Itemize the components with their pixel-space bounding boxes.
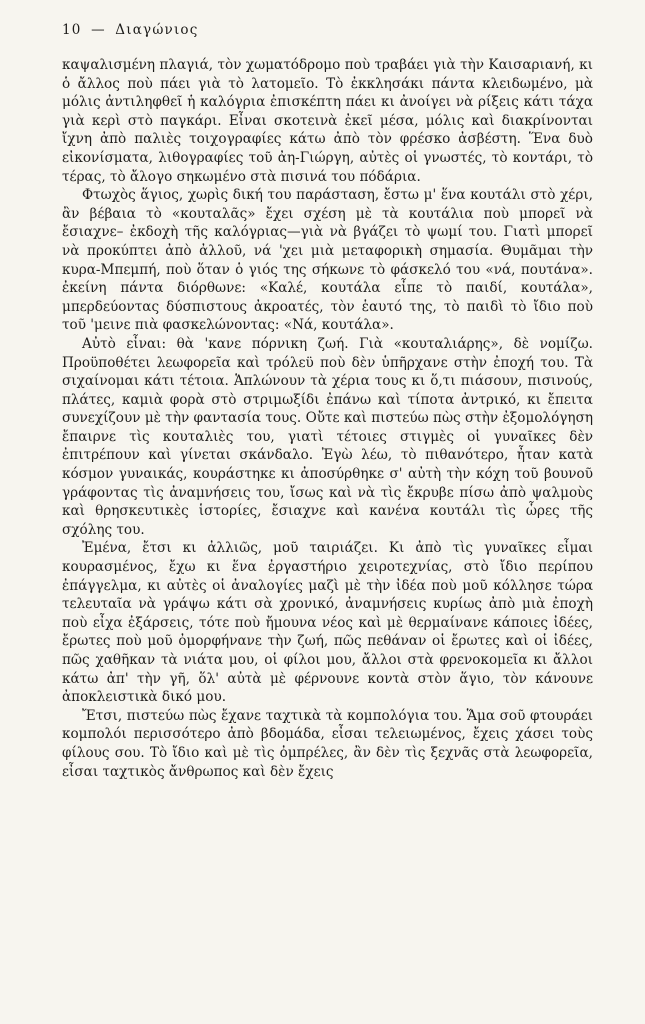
running-head [62, 22, 593, 40]
paragraph-4: Ἐμένα, ἔτσι κι ἀλλιῶς, μοῦ ταιριάζει. Κι ἀπὸ τὶς γυναῖκες εἶμαι κουρασμένος, ἔχω κι ἕνα ἐργαστήριο χειροτεχνίας, στὸ ἴδιο περίπου ἐπάγγελμα, κι αὐτὲς οἱ ἀναλογίες μαζὶ μὲ τὴν ἰδέα ποὺ μοῦ κόλλησε τώρα τελευταῖα νὰ γράψω κάτι σὰ χρονικό, ἀναμνήσεις κυρίως ἀπὸ μιὰ ἐποχὴ ποὺ εἶχα ἐξάρσεις, τότε ποὺ ἤμουνα νέος καὶ μὲ θερμαίνανε κάποιες ἰδέες, ἔρωτες ποὺ μοῦ ὀμορφήνανε τὴν ζωή, πῶς πεθάναν οἱ ἔρωτες καὶ οἱ ἰδέες, πῶς χαθῆκαν τὰ νιάτα μου, οἱ φίλοι μου, ἄλλοι στὰ φρενοκομεῖα κι ἄλλοι κάτω ἀπ' τὴν γῆ, ὅλ' αὐτὰ μὲ φέρνουνε κοντὰ στὸν ἅγιο, τὸν κάνουνε ἀποκλειστικὰ δικό μου. [62, 540, 593, 706]
page-number: 10 [62, 22, 82, 38]
header-separator: — [91, 22, 106, 38]
paragraph-3: Αὐτὸ εἶναι: θὰ 'κανε πόρνικη ζωή. Γιὰ «κουταλιάρης», δὲ νομίζω. Προϋποθέτει λεωφορεῖα καὶ τρόλεϋ ποὺ δὲν ὑπῆρχανε στὴν ἐποχή του. Τὰ σιχαίνομαι κάτι τέτοια. Ἁπλώνουν τὰ χέρια τους κι ὅ,τι πιάσουν, πισινούς, πλάτες, καμιὰ φορὰ στὸ στριμωξίδι ἐπάνω καὶ τίποτα ἀντρικό, κι ἔπειτα συνεχίζουν μὲ τὴν φαντασία τους. Οὔτε καὶ πιστεύω πὼς στὴν ἐξομολόγηση ἔπαιρνε τὶς κουταλιὲς του, γιατὶ τέτοιες στιγμὲς οἱ γυναῖκες δὲν ἐπιτρέπουν καὶ γίνεται σκάνδαλο. Ἐγὼ λέω, τὸ πιθανότερο, ἦταν κατὰ κόσμον γυναικάς, κουράστηκε κι ἀποσύρθηκε σ' αὐτὴ τὴν κόχη τοῦ βουνοῦ γράφοντας τὶς ἀναμνήσεις του, ἴσως καὶ νὰ τὶς ἔκρυβε πίσω ἀπὸ ψαλμοὺς καὶ θρησκευτικὲς ἱστορίες, ἔσιαχνε καὶ κανένα κουτάλι τὶς ὧρες τῆς σχόλης του. [62, 335, 593, 538]
body-text [62, 56, 593, 781]
paragraph-2: Φτωχὸς ἅγιος, χωρὶς δική του παράσταση, ἔστω μ' ἕνα κουτάλι στὸ χέρι, ἂν βέβαια τὸ «κουταλᾶς» ἔχει σχέση μὲ τὰ κουτάλια ποὺ μπορεῖ νὰ ἔσιαχνε– ἐκδοχὴ τῆς καλόγριας—γιὰ νὰ βγάζει τὸ ψωμί του. Γιατὶ μπορεῖ νὰ προκύπτει ἀπὸ ἀλλοῦ, νά 'χει μιὰ μεταφορικὴ σημασία. Θυμᾶμαι τὴν κυρα-Μπεμπή, ποὺ ὅταν ὁ γιός της σήκωνε τὸ φάσκελό του «νά, πουτάνα». ἐκείνη πάντα διόρθωνε: «Καλέ, κουτάλα εἶπε τὸ παιδί, κουτάλα», μπερδεύοντας δύσπιστους ἀκροατές, τὸν ἑαυτό της, τὸ παιδὶ τὸ ἴδιο ποὺ τοῦ 'μεινε πιὰ φασκελώνοντας: «Νά, κουτάλα». [62, 187, 593, 334]
paragraph-5: Ἔτσι, πιστεύω πὼς ἔχανε ταχτικὰ τὰ κομπολόγια του. Ἅμα σοῦ φτουράει κομπολόι περισσότερο ἀπὸ βδομάδα, εἶσαι τελειωμένος, ἔχεις χάσει τοὺς φίλους σου. Τὸ ἴδιο καὶ μὲ τὶς ὀμπρέλες, ἂν δὲν τὶς ξεχνᾶς στὰ λεωφορεῖα, εἶσαι ταχτικὸς ἄνθρωπος καὶ δὲν ἔχεις [62, 707, 593, 780]
paragraph-1: καψαλισμένη πλαγιά, τὸν χωματόδρομο ποὺ τραβάει γιὰ τὴν Καισαριανή, κι ὁ ἄλλος ποὺ πάει γιὰ τὸ λατομεῖο. Τὸ ἐκκλησάκι πάντα κλειδωμένο, μὰ μόλις ἀντιληφθεῖ ἡ καλόγρια ἐπισκέπτη πάει κι ἀνοίγει νὰ ρίξεις κάτι τάχα γιὰ κερὶ στὸ παγκάρι. Εἶναι σκοτεινὰ ἐκεῖ μέσα, μόλις καὶ διακρίνονται ἴχνη ἀπὸ παλιὲς τοιχογραφίες κάτω ἀπὸ τὸν φρέσκο ἀσβέστη. Ἕνα δυὸ εἰκονίσματα, λιθογραφίες τοῦ ἀη-Γιώργη, αὐτὲς οἱ γνωστές, τὸ κοντάρι, τὸ τέρας, τὸ ἄλογο σηκωμένο στὰ πισινά του πόδάρια. [62, 57, 593, 185]
running-title: Διαγώνιος [115, 22, 199, 38]
